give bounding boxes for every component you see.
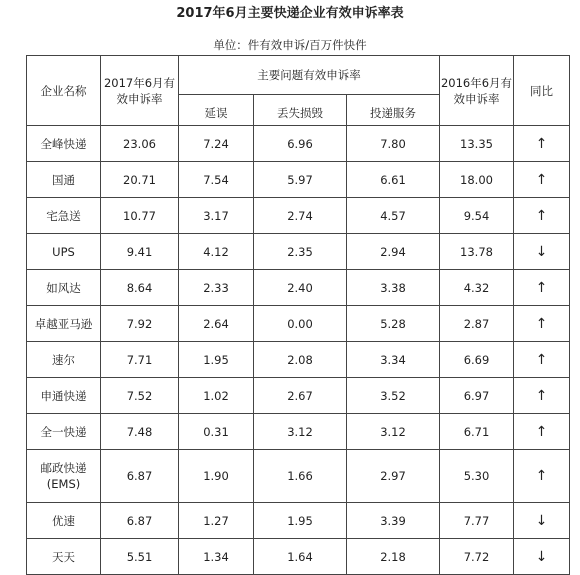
table-body	[27, 126, 570, 575]
header-company: 企业名称	[27, 56, 101, 126]
cell-rate-2016: 13.78	[440, 234, 514, 270]
table-row	[27, 503, 570, 539]
cell-loss: 1.64	[254, 539, 347, 575]
cell-delivery: 2.18	[347, 539, 440, 575]
table-row	[27, 450, 570, 503]
table-row	[27, 539, 570, 575]
cell-rate-2017: 7.92	[101, 306, 179, 342]
table-row	[27, 234, 570, 270]
cell-rate-2016: 7.77	[440, 503, 514, 539]
header-main-issues: 主要问题有效申诉率	[179, 56, 440, 95]
cell-delay: 7.54	[179, 162, 254, 198]
cell-company: 全一快递	[27, 414, 101, 450]
cell-delivery: 2.97	[347, 450, 440, 503]
cell-yoy: ↑	[514, 306, 570, 342]
cell-delivery: 3.38	[347, 270, 440, 306]
unit-line: 单位：件有效申诉/百万件快件	[213, 38, 367, 52]
cell-rate-2017: 23.06	[101, 126, 179, 162]
cell-company: 卓越亚马逊	[27, 306, 101, 342]
cell-delay: 2.33	[179, 270, 254, 306]
cell-loss: 0.00	[254, 306, 347, 342]
cell-rate-2016: 13.35	[440, 126, 514, 162]
table-row	[27, 270, 570, 306]
cell-delay: 1.02	[179, 378, 254, 414]
cell-company: 速尔	[27, 342, 101, 378]
cell-yoy: ↑	[514, 270, 570, 306]
cell-delivery: 7.80	[347, 126, 440, 162]
cell-delivery: 5.28	[347, 306, 440, 342]
table-row	[27, 162, 570, 198]
cell-yoy: ↓	[514, 503, 570, 539]
cell-rate-2016: 7.72	[440, 539, 514, 575]
cell-rate-2016: 6.71	[440, 414, 514, 450]
cell-loss: 2.67	[254, 378, 347, 414]
table-row	[27, 414, 570, 450]
cell-rate-2017: 7.52	[101, 378, 179, 414]
cell-delivery: 3.34	[347, 342, 440, 378]
cell-delivery: 3.39	[347, 503, 440, 539]
cell-company: 天天	[27, 539, 101, 575]
cell-rate-2017: 8.64	[101, 270, 179, 306]
cell-rate-2016: 9.54	[440, 198, 514, 234]
cell-company: 邮政快递(EMS)	[27, 450, 101, 503]
cell-delay: 7.24	[179, 126, 254, 162]
cell-rate-2016: 2.87	[440, 306, 514, 342]
cell-company: UPS	[27, 234, 101, 270]
cell-company: 申通快递	[27, 378, 101, 414]
cell-delay: 2.64	[179, 306, 254, 342]
cell-rate-2017: 10.77	[101, 198, 179, 234]
complaint-rate-table	[26, 55, 570, 575]
table-row	[27, 306, 570, 342]
cell-yoy: ↓	[514, 539, 570, 575]
header-loss: 丢失损毁	[254, 95, 347, 126]
cell-delay: 1.34	[179, 539, 254, 575]
cell-rate-2016: 4.32	[440, 270, 514, 306]
cell-rate-2017: 6.87	[101, 450, 179, 503]
cell-delivery: 4.57	[347, 198, 440, 234]
cell-company: 全峰快递	[27, 126, 101, 162]
cell-rate-2017: 7.71	[101, 342, 179, 378]
cell-rate-2017: 7.48	[101, 414, 179, 450]
cell-delivery: 3.52	[347, 378, 440, 414]
header-delivery: 投递服务	[347, 95, 440, 126]
cell-yoy: ↑	[514, 162, 570, 198]
cell-yoy: ↑	[514, 378, 570, 414]
cell-yoy: ↑	[514, 126, 570, 162]
cell-loss: 2.08	[254, 342, 347, 378]
cell-company: 优速	[27, 503, 101, 539]
cell-rate-2017: 6.87	[101, 503, 179, 539]
cell-rate-2016: 6.69	[440, 342, 514, 378]
cell-loss: 1.95	[254, 503, 347, 539]
cell-rate-2016: 5.30	[440, 450, 514, 503]
cell-delivery: 6.61	[347, 162, 440, 198]
cell-rate-2017: 5.51	[101, 539, 179, 575]
cell-yoy: ↑	[514, 342, 570, 378]
cell-yoy: ↓	[514, 234, 570, 270]
cell-yoy: ↑	[514, 198, 570, 234]
cell-loss: 2.35	[254, 234, 347, 270]
header-yoy: 同比	[514, 56, 570, 126]
cell-loss: 6.96	[254, 126, 347, 162]
cell-loss: 1.66	[254, 450, 347, 503]
cell-delay: 1.95	[179, 342, 254, 378]
cell-delay: 0.31	[179, 414, 254, 450]
cell-company: 国通	[27, 162, 101, 198]
cell-company: 宅急送	[27, 198, 101, 234]
table-row	[27, 198, 570, 234]
table-row	[27, 378, 570, 414]
cell-rate-2016: 6.97	[440, 378, 514, 414]
cell-rate-2017: 9.41	[101, 234, 179, 270]
cell-rate-2016: 18.00	[440, 162, 514, 198]
cell-yoy: ↑	[514, 450, 570, 503]
cell-company: 如风达	[27, 270, 101, 306]
cell-delay: 1.90	[179, 450, 254, 503]
header-rate-2017: 2017年6月有效申诉率	[101, 56, 179, 126]
table-row	[27, 126, 570, 162]
table-title: 2017年6月主要快递企业有效申诉率表	[176, 6, 404, 21]
cell-delivery: 2.94	[347, 234, 440, 270]
cell-loss: 3.12	[254, 414, 347, 450]
cell-yoy: ↑	[514, 414, 570, 450]
cell-delivery: 3.12	[347, 414, 440, 450]
cell-loss: 2.40	[254, 270, 347, 306]
cell-delay: 3.17	[179, 198, 254, 234]
header-rate-2016: 2016年6月有效申诉率	[440, 56, 514, 126]
header-delay: 延误	[179, 95, 254, 126]
cell-loss: 5.97	[254, 162, 347, 198]
cell-delay: 1.27	[179, 503, 254, 539]
cell-delay: 4.12	[179, 234, 254, 270]
cell-rate-2017: 20.71	[101, 162, 179, 198]
cell-loss: 2.74	[254, 198, 347, 234]
table-row	[27, 342, 570, 378]
